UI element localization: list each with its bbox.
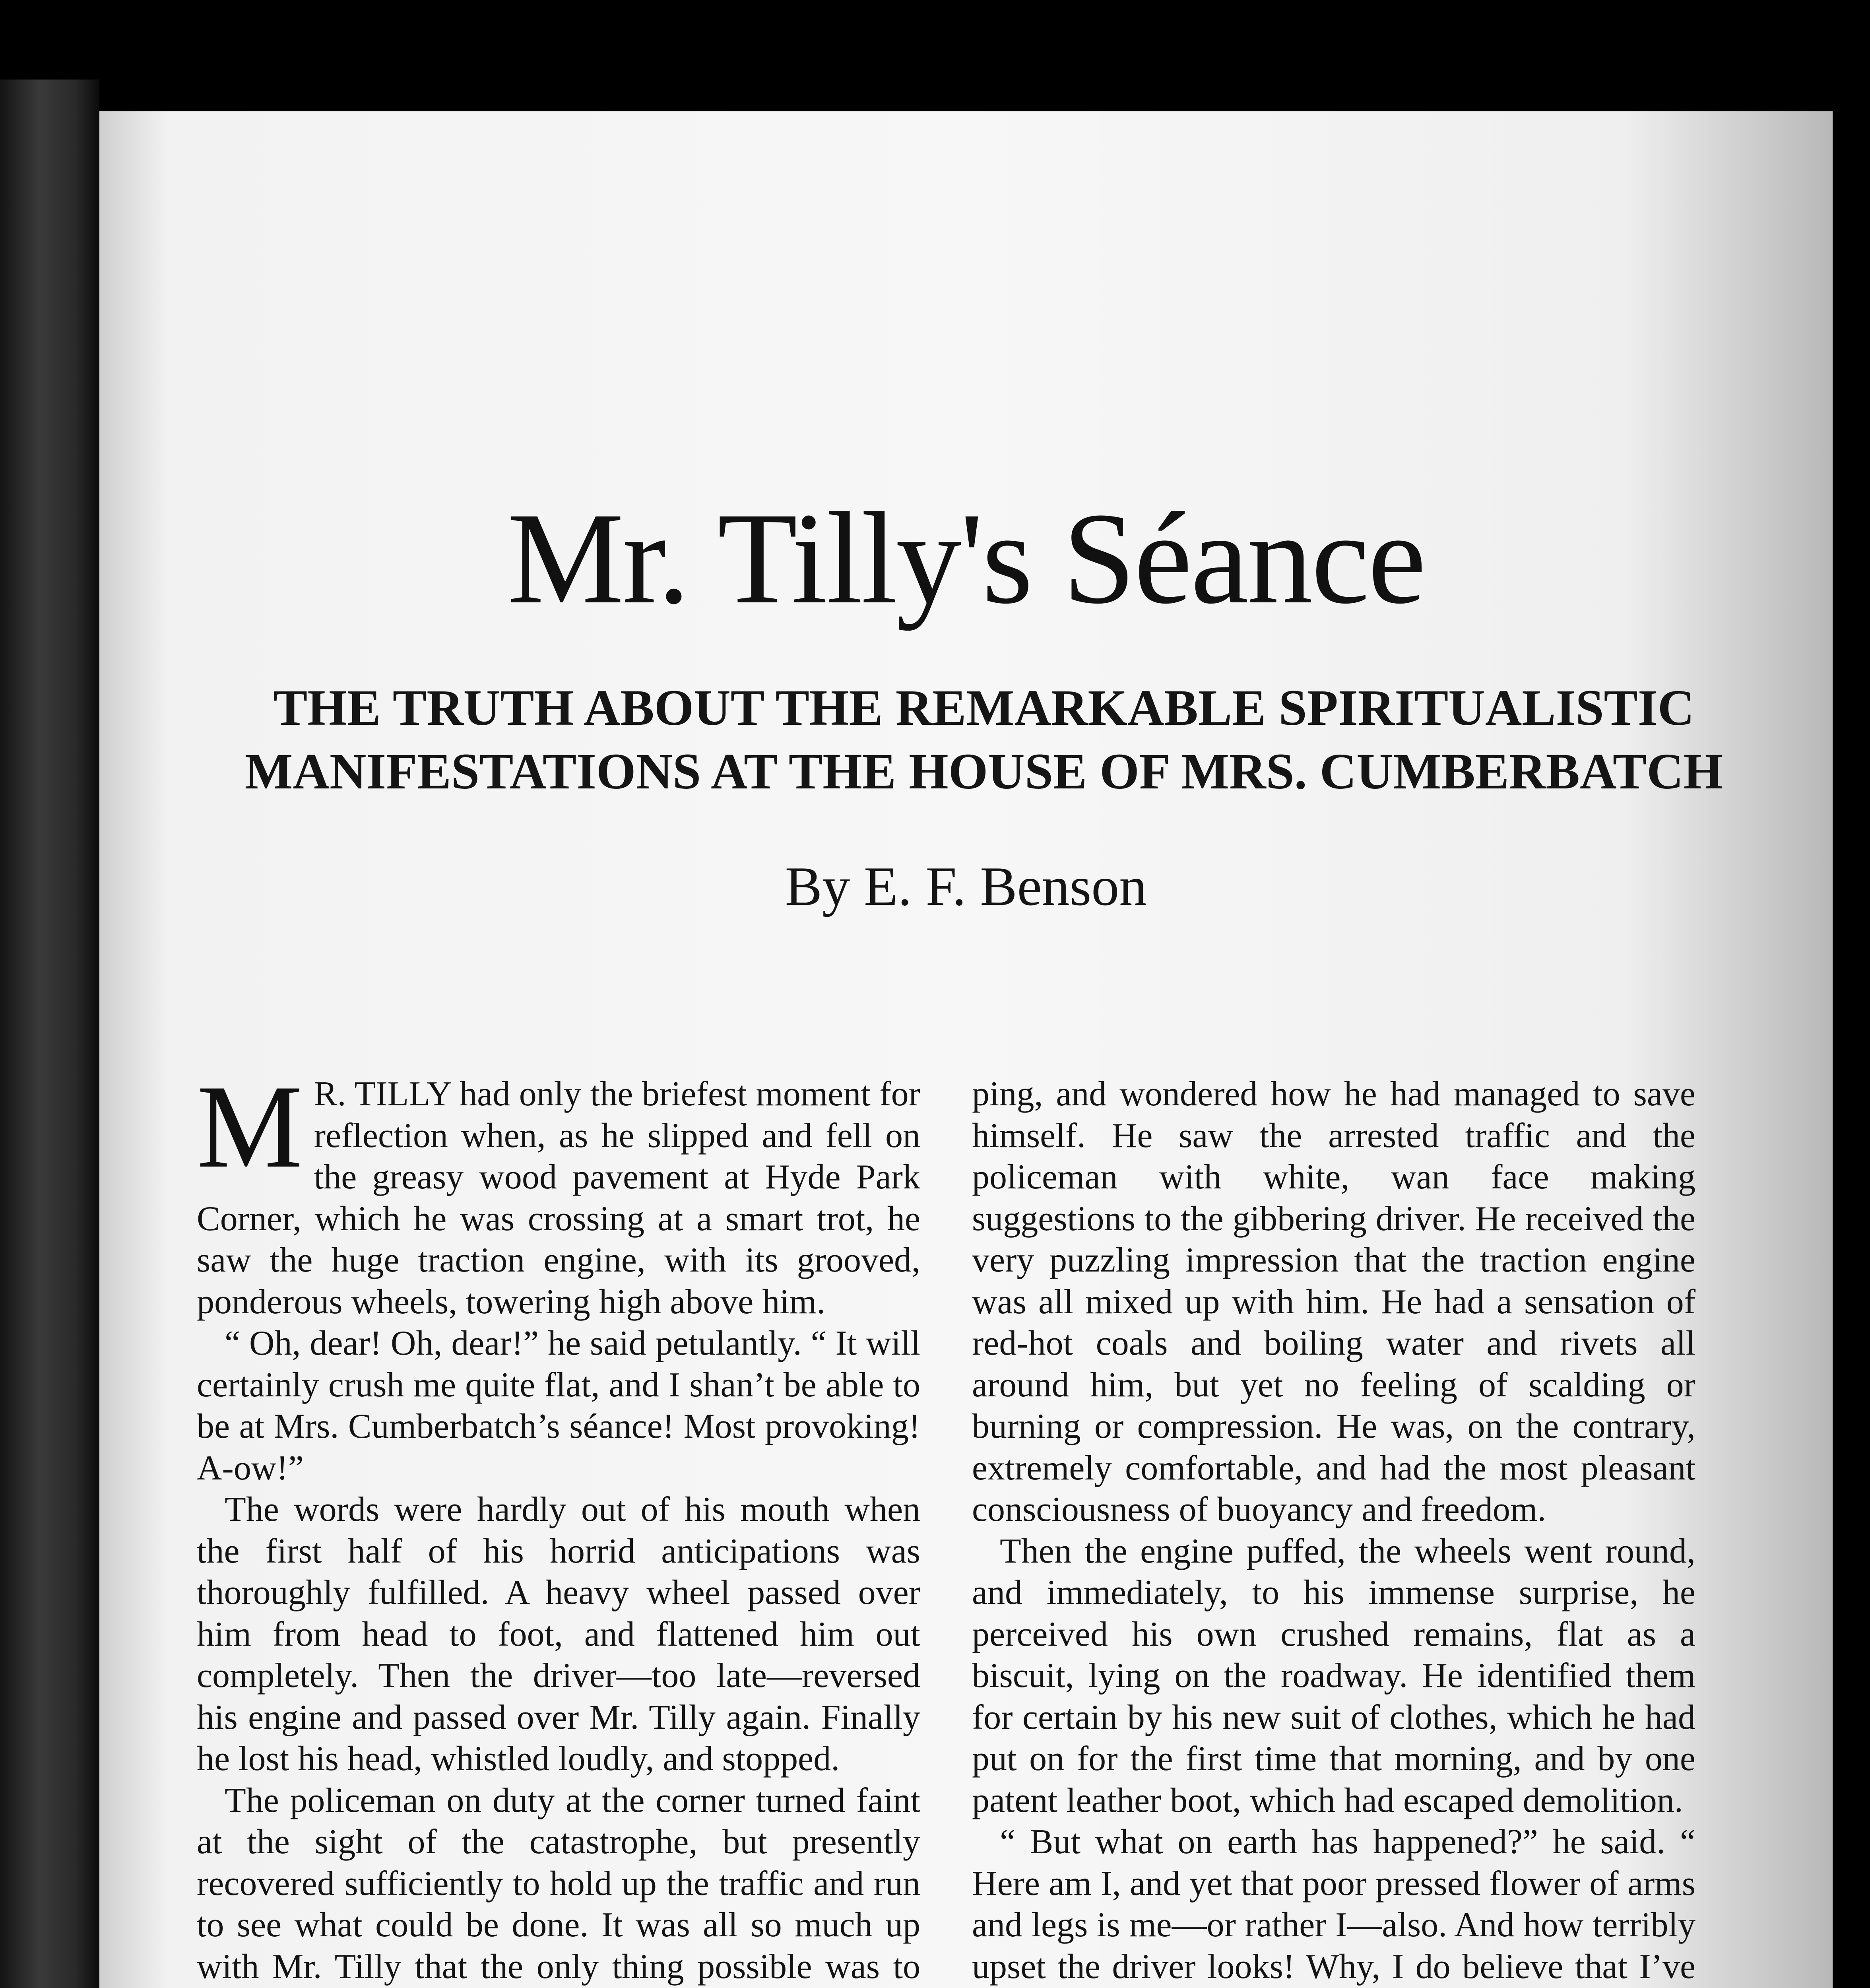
paragraph: “ Oh, dear! Oh, dear!” he said petulantly. “ It will certainly crush me quite flat, and I shan’t be able to be at Mrs. Cumberbatch’s séance! Most provoking! A-ow!” xyxy=(197,1324,920,1487)
text-column-right xyxy=(972,1074,1695,1988)
article-subtitle: THE TRUTH ABOUT THE REMARKABLE SPIRITUALISTIC MANIFESTATIONS AT THE HOUSE OF MRS. CUMBERBATCH xyxy=(244,679,1723,800)
article-byline: By E. F. Benson xyxy=(785,856,1147,917)
facing-page-edge xyxy=(0,80,99,1988)
paragraph: ping, and wondered how he had managed to save himself. He saw the arrested traffic and the policeman with white, wan face making suggestions to the gibbering driver. He received the very puzzling impression that the traction engine was all mixed up with him. He had a sensation of red-hot coals and boiling water and rivets all around him, but yet no feeling of scalding or burning or compression. He was, on the contrary, extremely comfortable, and had the most pleasant consciousness of buoyancy and freedom. xyxy=(972,1075,1695,1529)
drop-cap: M xyxy=(197,1060,303,1192)
magazine-page xyxy=(99,111,1833,1988)
paragraph: “ But what on earth has happened?” he said. “ Here am I, and yet that poor pressed flower of arms and legs is me—or rather I—also. And how terribly upset the driver looks! Why, I do believe that I’ve xyxy=(972,1823,1695,1986)
article-title: Mr. Tilly's Séance xyxy=(507,486,1425,631)
paragraph: The words were hardly out of his mouth when the first half of his horrid anticipations was thoroughly fulfilled. A heavy wheel passed over him from head to foot, and flattened him out completely. Then the driver—too late—reversed his engine and passed over Mr. Tilly again. Finally he lost his head, whistled loudly, and stopped. xyxy=(197,1490,920,1778)
text-column-left xyxy=(197,1060,920,1988)
paragraph: Then the engine puffed, the wheels went round, and immediately, to his immense surprise, he perceived his own crushed remains, flat as a biscuit, lying on the roadway. He identified them for certain by his new suit of clothes, which he had put on for the first time that morning, and by one patent leather boot, which had escaped demolition. xyxy=(972,1532,1695,1820)
paragraph: The policeman on duty at the corner turned faint at the sight of the catastrophe, but presently recovered sufficiently to hold up the traffic and run to see what could be done. It was all so much up with Mr. Tilly that the only thing possible was to xyxy=(197,1781,920,1986)
paragraph: M R. TILLY had only the briefest moment for reflection when, as he slipped and fell on the greasy wood pavement at Hyde Park Corner, which he was crossing at a smart trot, he saw the huge traction engine, with its grooved, ponderous wheels, towering high above him. xyxy=(197,1060,920,1321)
